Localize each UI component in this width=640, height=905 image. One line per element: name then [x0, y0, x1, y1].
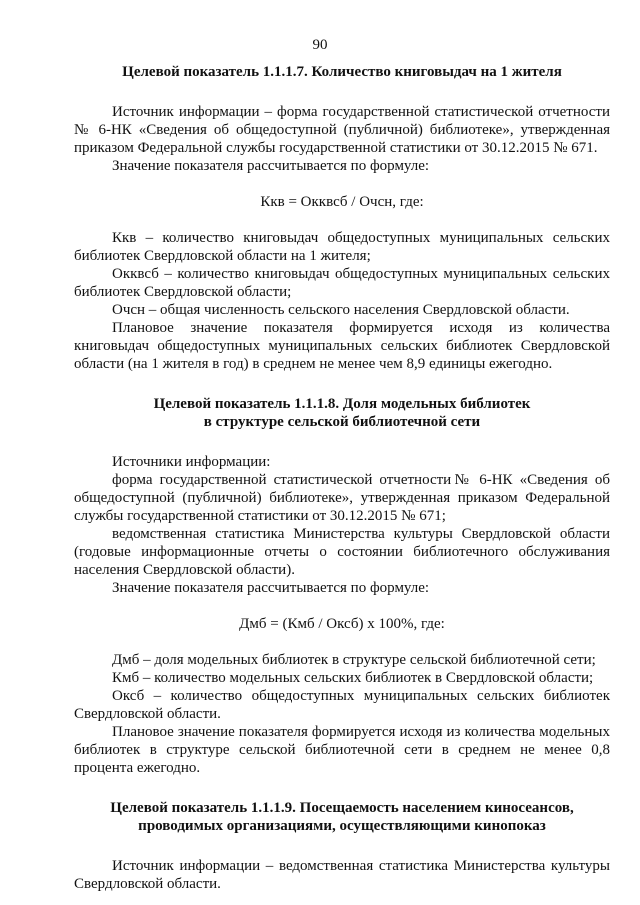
page-content	[74, 63, 610, 893]
section-3-source: Источник информации – ведомственная статистика Министерства культуры Свердловской области.	[74, 858, 610, 892]
section-1-definition: Ккв – количество книговыдач общедоступных муниципальных сельских библиотек Свердловской области на 1 жителя;	[74, 230, 610, 264]
section-3-heading	[74, 799, 610, 835]
section-2-source: ведомственная статистика Министерства культуры Свердловской области (годовые информационные отчеты о состоянии библиотечного обслуживания населения Свердловской области).	[74, 526, 610, 578]
section-1-source: Источник информации – форма государственной статистической отчетности № 6-НК «Сведения об общедоступной (публичной) библиотеке», утвержденная приказом Федеральной службы государственной статистики от 30.12.2015 № 671.	[74, 104, 610, 156]
section-2-definition: Оксб – количество общедоступных муниципальных сельских библиотек Свердловской области.	[74, 688, 610, 722]
section-2-calc-intro: Значение показателя рассчитывается по формуле:	[112, 580, 430, 596]
section-2-formula: Дмб = (Кмб / Оксб) х 100%, где:	[239, 616, 445, 632]
section-3-heading-line-2: проводимых организациями, осуществляющими кинопоказ	[138, 818, 546, 834]
section-1-definition: Очсн – общая численность сельского населения Свердловской области.	[112, 302, 570, 318]
section-2-sources-label: Источники информации:	[112, 454, 271, 470]
section-1-definition: Окквсб – количество книговыдач общедоступных муниципальных сельских библиотек Свердловской области;	[74, 266, 610, 300]
section-2-heading	[74, 395, 610, 431]
section-2-source: форма государственной статистической отчетности№ 6-НК «Сведения об общедоступной (публичной) библиотеке», утвержденная приказом Федеральной службы государственной статистики от 30.12.2015 № 671;	[74, 472, 610, 524]
section-1-plan: Плановое значение показателя формируется исходя из количества книговыдач общедоступных муниципальных сельских библиотек Свердловской области (на 1 жителя в год) в среднем не менее чем 8,9 единицы ежегодно.	[74, 320, 610, 372]
section-1-calc-intro: Значение показателя рассчитывается по формуле:	[112, 158, 430, 174]
section-2-heading-line-1: Целевой показатель 1.1.1.8. Доля модельных библиотек	[153, 396, 531, 412]
section-2-plan: Плановое значение показателя формируется исходя из количества модельных библиотек в структуре сельской библиотечной сети в среднем не менее 0,8 процента ежегодно.	[74, 724, 610, 776]
section-1-formula: Ккв = Окквсб / Очсн, где:	[260, 194, 424, 210]
section-2-definition: Дмб – доля модельных библиотек в структуре сельской библиотечной сети;	[112, 652, 596, 668]
section-2-heading-line-2: в структуре сельской библиотечной сети	[203, 414, 481, 430]
section-2-definition: Кмб – количество модельных сельских библиотек в Свердловской области;	[112, 670, 594, 686]
section-3-heading-line-1: Целевой показатель 1.1.1.9. Посещаемость населением киносеансов,	[110, 800, 574, 816]
page-number: 90	[312, 37, 328, 53]
section-1-heading: Целевой показатель 1.1.1.7. Количество книговыдач на 1 жителя	[122, 64, 562, 80]
